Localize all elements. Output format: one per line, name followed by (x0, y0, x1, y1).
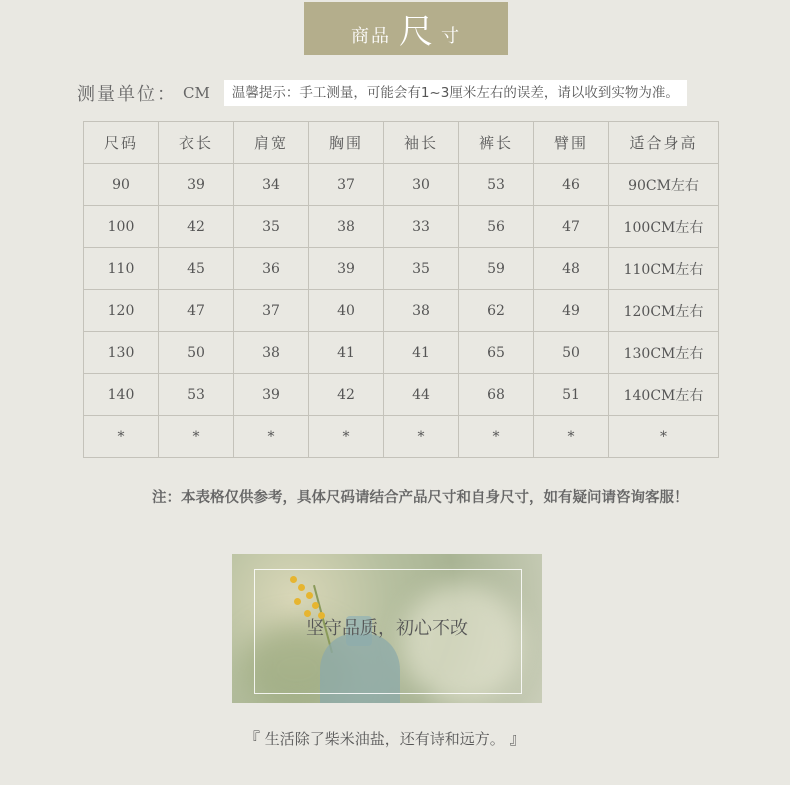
measurement-tip: 温馨提示：手工测量，可能会有1~3厘米左右的误差，请以收到实物为准。 (224, 80, 687, 106)
table-cell: 41 (309, 332, 384, 374)
table-row (84, 206, 719, 248)
table-cell: * (609, 416, 719, 458)
size-table (83, 121, 719, 458)
quote-text: 生活除了柴米油盐，还有诗和远方。 (264, 730, 505, 748)
banner-slogan: 坚守品质，初心不改 (306, 618, 468, 639)
table-cell: * (234, 416, 309, 458)
table-row (84, 164, 719, 206)
table-cell: 46 (534, 164, 609, 206)
measurement-unit-row (77, 80, 687, 106)
table-cell: * (84, 416, 159, 458)
header-cell: 适合身高 (609, 122, 719, 164)
header-cell: 臂围 (534, 122, 609, 164)
table-cell: 50 (534, 332, 609, 374)
header-cell: 肩宽 (234, 122, 309, 164)
table-cell: 37 (234, 290, 309, 332)
table-cell: 59 (459, 248, 534, 290)
header-cell: 裤长 (459, 122, 534, 164)
table-cell: * (309, 416, 384, 458)
table-cell: 100 (84, 206, 159, 248)
table-cell: 140CM左右 (609, 374, 719, 416)
table-row (84, 290, 719, 332)
title-prefix: 商品 (351, 25, 391, 47)
unit-value: CM (183, 84, 210, 102)
table-cell: 90CM左右 (609, 164, 719, 206)
header-cell: 衣长 (159, 122, 234, 164)
title-suffix: 寸 (441, 25, 461, 47)
table-cell: 44 (384, 374, 459, 416)
quote-close-mark: 』 (509, 729, 526, 748)
table-cell: 90 (84, 164, 159, 206)
table-header-row (84, 122, 719, 164)
table-cell: 34 (234, 164, 309, 206)
table-cell: 35 (234, 206, 309, 248)
table-cell: 50 (159, 332, 234, 374)
table-cell: 120CM左右 (609, 290, 719, 332)
table-cell: 36 (234, 248, 309, 290)
table-cell: 42 (309, 374, 384, 416)
table-cell: 130CM左右 (609, 332, 719, 374)
table-row (84, 416, 719, 458)
table-cell: 33 (384, 206, 459, 248)
table-cell: 47 (159, 290, 234, 332)
table-cell: * (459, 416, 534, 458)
table-cell: 38 (234, 332, 309, 374)
table-cell: 100CM左右 (609, 206, 719, 248)
table-cell: 140 (84, 374, 159, 416)
table-cell: 110CM左右 (609, 248, 719, 290)
quote-open-mark: 『 (244, 729, 261, 748)
table-cell: 49 (534, 290, 609, 332)
table-cell: 38 (309, 206, 384, 248)
table-cell: 53 (459, 164, 534, 206)
table-cell: 39 (309, 248, 384, 290)
table-cell: 40 (309, 290, 384, 332)
table-note: 注：本表格仅供参考，具体尺码请结合产品尺寸和自身尺寸，如有疑问请咨询客服！ (152, 490, 689, 506)
table-cell: 51 (534, 374, 609, 416)
table-cell: 38 (384, 290, 459, 332)
table-cell: * (384, 416, 459, 458)
table-cell: 130 (84, 332, 159, 374)
table-cell: 42 (159, 206, 234, 248)
quote-line (244, 726, 526, 749)
table-cell: 37 (309, 164, 384, 206)
table-row (84, 248, 719, 290)
unit-label: 测量单位： (77, 84, 177, 105)
section-title (304, 2, 508, 55)
table-row (84, 374, 719, 416)
table-cell: 39 (234, 374, 309, 416)
table-cell: 68 (459, 374, 534, 416)
banner-photo (232, 554, 542, 703)
table-cell: 45 (159, 248, 234, 290)
table-cell: 110 (84, 248, 159, 290)
title-main-char: 尺 (399, 12, 433, 52)
table-cell: 56 (459, 206, 534, 248)
header-cell: 袖长 (384, 122, 459, 164)
table-row (84, 332, 719, 374)
table-cell: * (534, 416, 609, 458)
table-cell: 120 (84, 290, 159, 332)
table-cell: 65 (459, 332, 534, 374)
table-cell: 39 (159, 164, 234, 206)
table-cell: * (159, 416, 234, 458)
table-cell: 35 (384, 248, 459, 290)
header-cell: 尺码 (84, 122, 159, 164)
table-cell: 47 (534, 206, 609, 248)
header-cell: 胸围 (309, 122, 384, 164)
table-cell: 30 (384, 164, 459, 206)
table-cell: 53 (159, 374, 234, 416)
table-cell: 41 (384, 332, 459, 374)
table-cell: 48 (534, 248, 609, 290)
table-cell: 62 (459, 290, 534, 332)
